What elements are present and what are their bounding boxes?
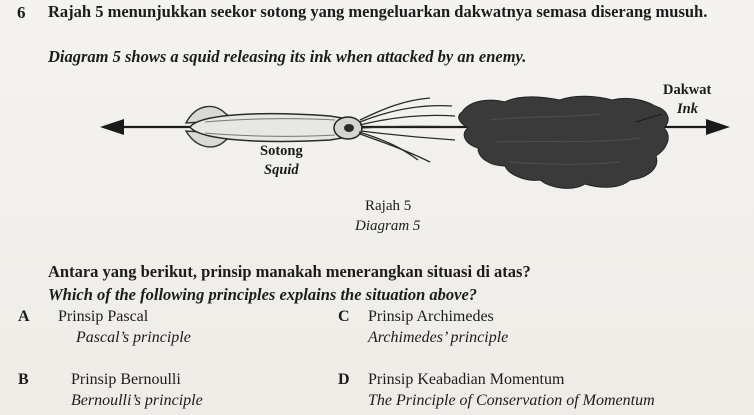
prompt-malay: Antara yang berikut, prinsip manakah menerangkan situasi di atas?: [48, 262, 531, 281]
squid-label-english: Squid: [264, 162, 299, 178]
question-stem-malay: Rajah 5 menunjukkan seekor sotong yang mengeluarkan dakwatnya semasa diserang musuh.: [48, 2, 708, 21]
left-arrowhead: [100, 119, 124, 135]
option-text-malay: Prinsip Archimedes: [368, 308, 494, 325]
option-letter: C: [338, 308, 350, 325]
option-text-english: Bernoulli’s principle: [71, 392, 203, 409]
option-letter: B: [18, 371, 29, 388]
ink-cloud: [459, 96, 669, 188]
option-text-english: Archimedes’ principle: [368, 329, 509, 346]
squid-mantle: [190, 114, 342, 142]
option-letter: A: [18, 308, 30, 325]
right-arrowhead: [706, 119, 730, 135]
question-number: 6: [17, 3, 26, 22]
squid-tentacles: [359, 98, 458, 162]
option-text-malay: Prinsip Pascal: [58, 308, 149, 325]
option-text-english: The Principle of Conservation of Momentum: [368, 392, 655, 409]
option-letter: D: [338, 371, 350, 388]
diagram-caption-english: Diagram 5: [355, 218, 421, 234]
diagram-caption-malay: Rajah 5: [365, 198, 412, 214]
option-text-malay: Prinsip Bernoulli: [71, 371, 181, 388]
option-text-english: Pascal’s principle: [76, 329, 191, 346]
squid-eye: [344, 124, 354, 132]
prompt-english: Which of the following principles explains the situation above?: [48, 285, 478, 304]
ink-label-malay: Dakwat: [663, 82, 712, 98]
option-text-malay: Prinsip Keabadian Momentum: [368, 371, 565, 388]
squid-label-malay: Sotong: [260, 143, 303, 159]
question-stem-english: Diagram 5 shows a squid releasing its ink when attacked by an enemy.: [48, 47, 527, 66]
ink-label-english: Ink: [677, 101, 698, 117]
